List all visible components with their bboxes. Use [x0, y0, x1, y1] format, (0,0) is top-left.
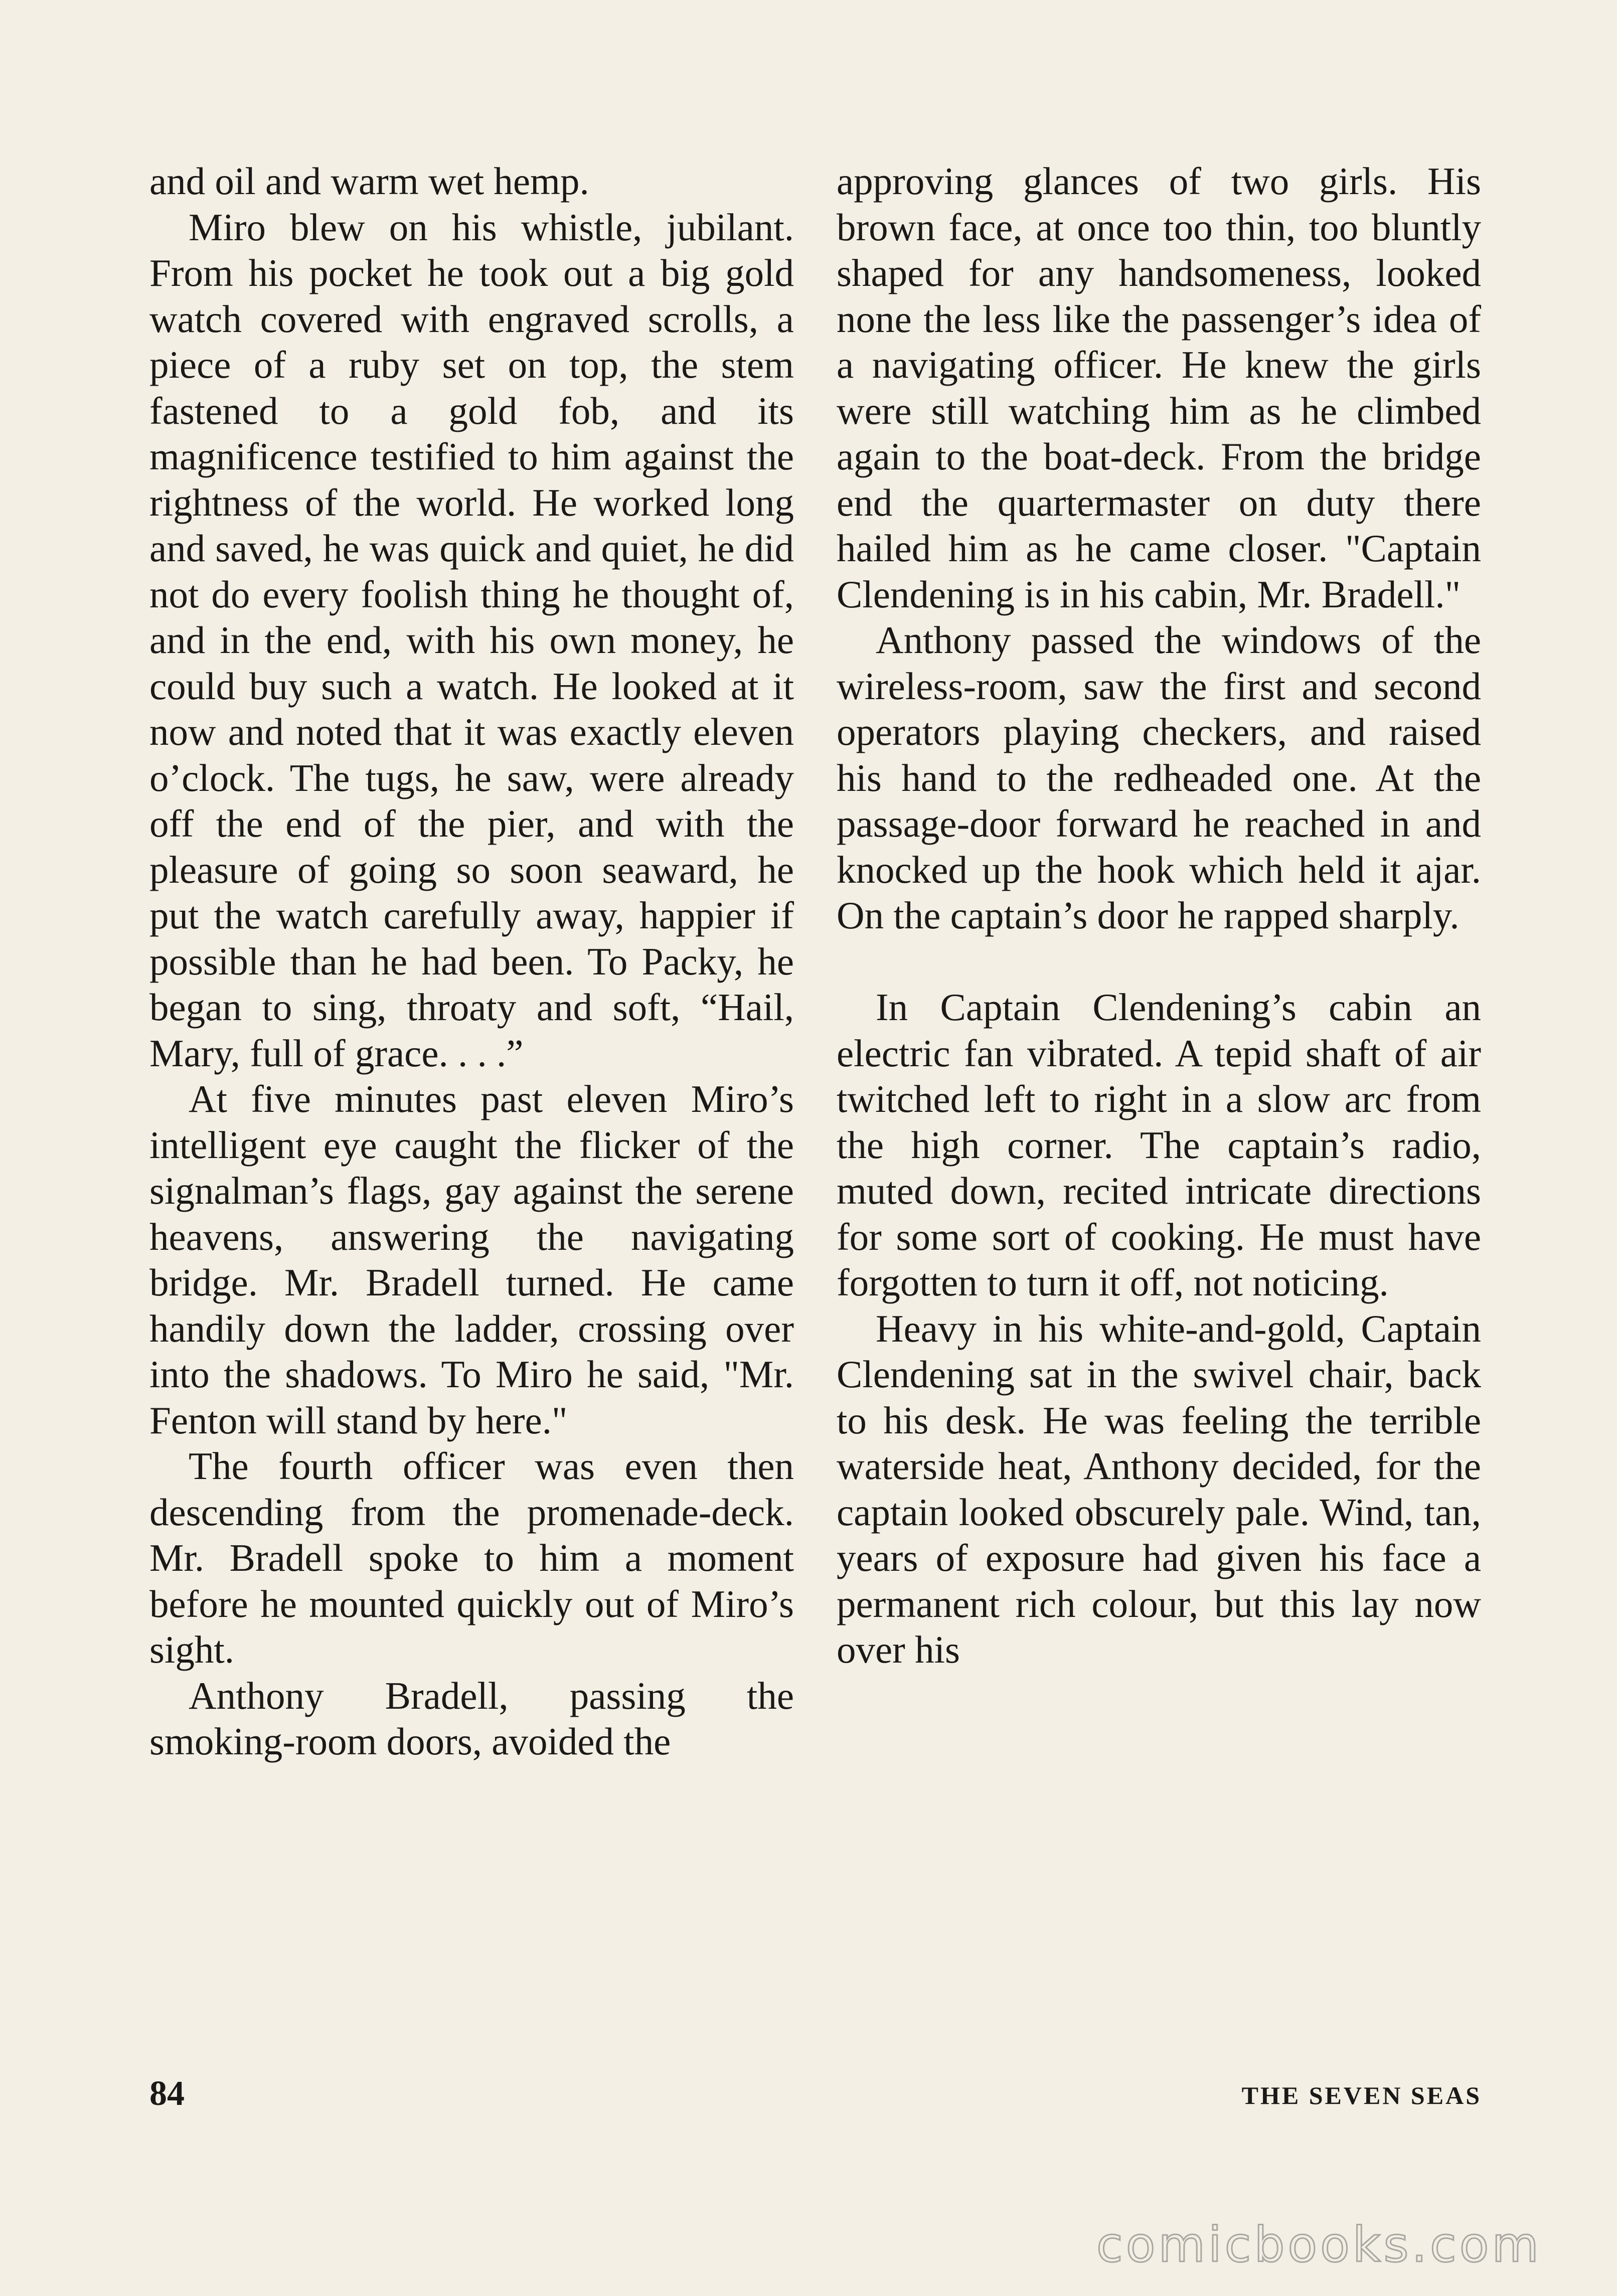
paragraph: and oil and warm wet hemp. — [149, 159, 589, 203]
paragraph: Miro blew on his whistle, jubilant. From his pocket he took out a big gold watch covered with engraved scrolls, a piece of a ruby set on top, the stem fastened to a gold fob, and its magnificence testified to him against the rightness of the world. He worked long and saved, he was quick and quiet, he did not do every foolish thing he thought of, and in the end, with his own money, he could buy such a watch. He looked at it now and noted that it was exactly eleven o’clock. The tugs, he saw, were already off the end of the pier, and with the pleasure of going so soon seaward, he put the watch carefully away, happier if possible than he had been. To Packy, he began to sing, throaty and soft, “Hail, Mary, full of grace. . . .” — [149, 205, 794, 1075]
watermark: comicbooks.com — [1096, 2217, 1542, 2273]
left-column — [149, 158, 794, 1765]
paragraph: At five minutes past eleven Miro’s intelligent eye caught the flicker of the signalman’s flags, gay against the serene heavens, answering the navigating bridge. Mr. Bradell turned. He came handily down the ladder, crossing over into the shadows. To Miro he said, "Mr. Fenton will stand by here." — [149, 1077, 794, 1442]
right-column — [837, 158, 1481, 1673]
magazine-title: THE SEVEN SEAS — [1241, 2081, 1482, 2109]
paragraph: Heavy in his white-and-gold, Captain Clendening sat in the swivel chair, back to his desk. He was feeling the terrible waterside heat, Anthony decided, for the captain looked obscurely pale. Wind, tan, years of exposure had given his face a permanent rich colour, but this lay now over his — [837, 1306, 1481, 1671]
page-number: 84 — [149, 2074, 185, 2113]
paragraph: The fourth officer was even then descending from the promenade-deck. Mr. Bradell spoke to him a moment before he mounted quickly out of Miro’s sight. — [149, 1444, 794, 1671]
page-footer — [149, 2074, 1482, 2124]
paragraph: In Captain Clendening’s cabin an electric fan vibrated. A tepid shaft of air twitched left to right in a slow arc from the high corner. The captain’s radio, muted down, recited intricate directions for some sort of cooking. He must have forgotten to turn it off, not noticing. — [837, 986, 1481, 1304]
paragraph: Anthony passed the windows of the wireless-room, saw the first and second operators playing checkers, and raised his hand to the redheaded one. At the passage-door forward he reached in and knocked up the hook which held it ajar. On the captain’s door he rapped sharply. — [837, 618, 1481, 937]
paragraph: Anthony Bradell, passing the smoking-room doors, avoided the — [149, 1674, 794, 1763]
paragraph: approving glances of two girls. His brown face, at once too thin, too bluntly shaped for any handsomeness, looked none the less like the passenger’s idea of a navigating officer. He knew the girls were still watching him as he climbed again to the boat-deck. From the bridge end the quartermaster on duty there hailed him as he came closer. "Captain Clendening is in his cabin, Mr. Bradell." — [837, 159, 1481, 616]
